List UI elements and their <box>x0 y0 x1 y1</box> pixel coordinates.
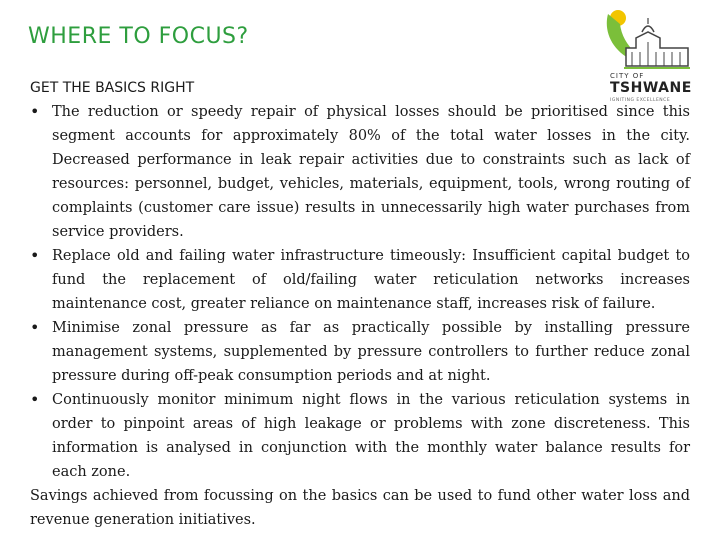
list-item: • Replace old and failing water infrastructure timeously: Insufficient capital budget to fund the replacement of old/failing water reticulation networks increases maintenance cost, greater reliance on maintenance staff, increases risk of failure. <box>30 244 690 316</box>
list-item: • Continuously monitor minimum night flows in the various reticulation systems in order to pinpoint areas of high leakage or problems with zone discreteness. This information is analysed in conjunction with the monthly water balance results for each zone. <box>30 388 690 484</box>
logo-tagline: IGNITING EXCELLENCE <box>610 98 671 103</box>
logo-city-of: CITY OF <box>610 72 645 80</box>
logo-emblem-icon <box>598 6 710 72</box>
page-title: WHERE TO FOCUS? <box>28 24 249 49</box>
main-content <box>30 76 690 532</box>
list-item: • Minimise zonal pressure as far as practically possible by installing pressure management systems, supplemented by pressure controllers to further reduce zonal pressure during off-peak consumption periods and at night. <box>30 316 690 388</box>
focus-list <box>30 100 690 484</box>
section-subheading: GET THE BASICS RIGHT <box>30 80 195 96</box>
logo-name: TSHWANE <box>610 80 692 96</box>
closing-paragraph: Savings achieved from focussing on the basics can be used to fund other water loss and revenue generation initiatives. <box>30 488 690 528</box>
list-item: • The reduction or speedy repair of physical losses should be prioritised since this segment accounts for approximately 80% of the total water losses in the city. Decreased performance in leak repair activities due to constraints such as lack of resources: personnel, budget, vehicles, materials, equipment, tools, wrong routing of complaints (customer care issue) results in unnecessarily high water purchases from service providers. <box>30 100 690 244</box>
